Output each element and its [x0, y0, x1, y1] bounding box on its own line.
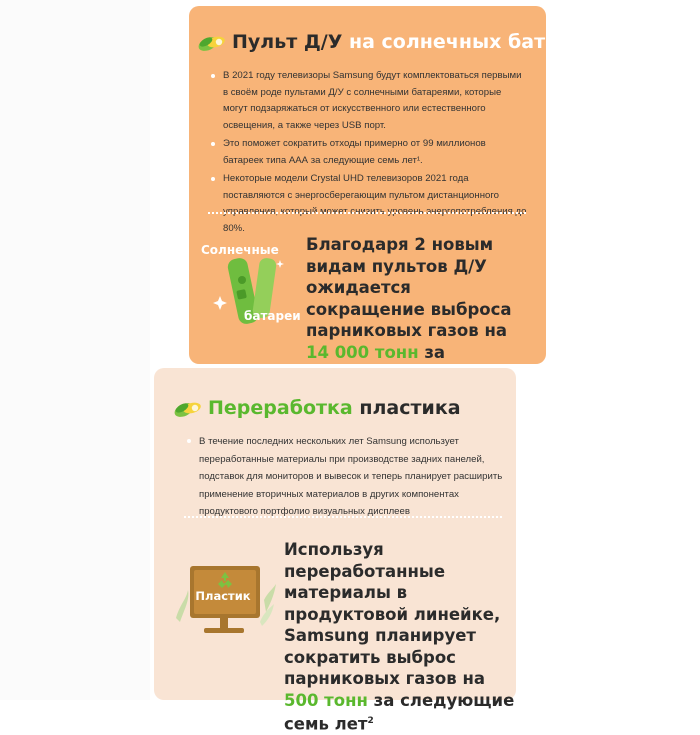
section-title-part1: Пульт Д/У: [232, 31, 343, 53]
highlight-text-before: Используя переработанные материалы в продуктовой линейке, Samsung планирует сократить выброс парниковых газов на: [284, 540, 501, 688]
section-title-part1: Переработка: [208, 397, 353, 419]
highlight-text-before: Благодаря 2 новым видам пультов Д/У ожидается сокращение выброса парниковых газов на: [306, 235, 512, 340]
highlight-text-after: за следующие семь лет: [284, 690, 515, 734]
section-title-solar-remote: [196, 30, 609, 54]
list-item: В течение последних нескольких лет Samsung использует переработанные материалы при производстве задних панелей, подставок для мониторов и вывесок и теперь планирует расширить применение вторичных материалов в других компонентах продуктового портфолио визуальных дисплеев: [184, 433, 504, 521]
solar-remote-highlight: [306, 234, 516, 385]
plastic-recycling-bullets: [184, 433, 504, 523]
list-item: Некоторые модели Crystal UHD телевизоров 2021 года поставляются с энергосберегающим пультом дистанционного управления, который может снизить уровень энергопотребления до 80%.: [208, 171, 528, 237]
list-item: В 2021 году телевизоры Samsung будут комплектоваться первыми в своём роде пультами Д/У с солнечными батареями, которые могут подзаряжаться от искусственного или естественного освещения, а также через USB порт.: [208, 68, 528, 134]
illustration-label-top: Солнечные: [201, 243, 279, 257]
section-divider: [184, 516, 502, 518]
leaf-icon: [196, 30, 228, 54]
section-title-plastic-recycling: [172, 396, 461, 420]
section-divider: [208, 212, 526, 214]
footnote-marker: 2: [367, 716, 374, 726]
highlight-value: 14 000 тонн: [306, 342, 419, 362]
background-panel: [0, 0, 150, 700]
list-item: Это поможет сократить отходы примерно от 99 миллионов батареек типа ААА за следующие семь лет¹.: [208, 136, 528, 169]
illustration-label-bottom: батареи: [244, 309, 301, 323]
highlight-text-after: за: [424, 342, 446, 362]
section-title-part2: пластика: [359, 397, 461, 419]
illustration-label: Пластик: [195, 589, 251, 603]
section-title-part2: на солнечных батареях: [348, 31, 609, 53]
leaf-icon: [172, 396, 204, 420]
highlight-value: 500 тонн: [284, 690, 368, 710]
plastic-recycling-highlight: [284, 539, 516, 735]
